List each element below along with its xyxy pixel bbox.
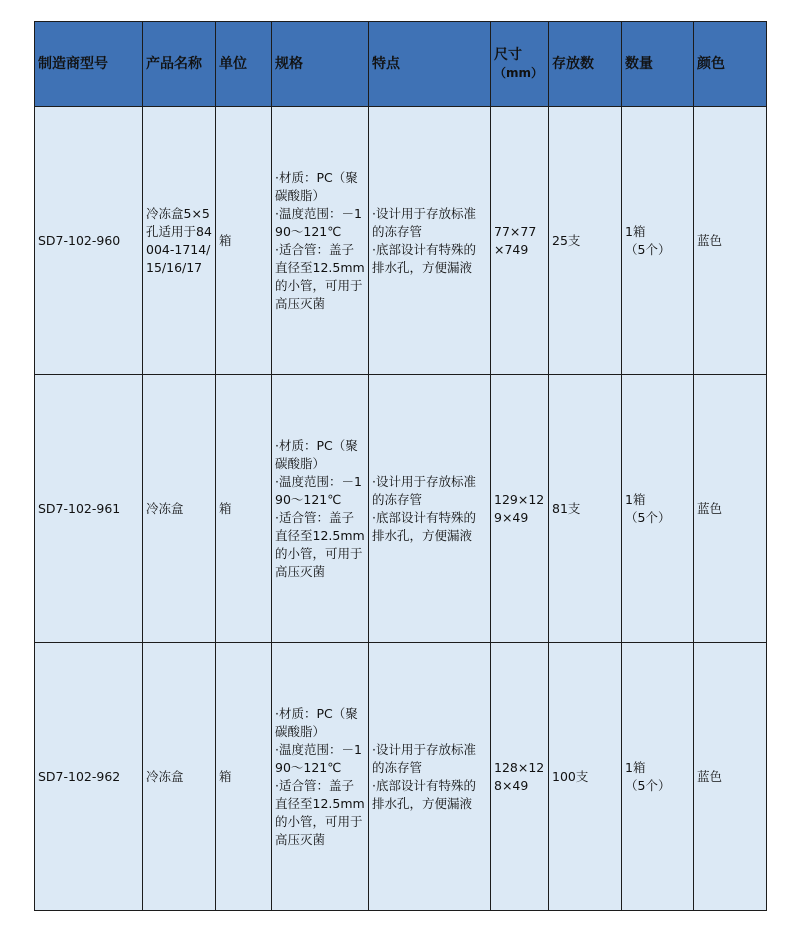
header-unit: 单位 (216, 22, 272, 107)
header-row (35, 22, 767, 107)
header-name: 产品名称 (143, 22, 216, 107)
cell-color: 蓝色 (694, 375, 767, 643)
header-size-unit: （mm） (494, 66, 544, 80)
qty-pieces: （5个） (625, 241, 671, 257)
cell-color: 蓝色 (694, 107, 767, 375)
cell-feature (369, 643, 491, 911)
header-color: 颜色 (694, 22, 767, 107)
cell-qty (622, 107, 694, 375)
spec-material: ·材质：PC（聚碳酸脂） (275, 169, 358, 203)
header-spec: 规格 (272, 22, 369, 107)
cell-unit: 箱 (216, 107, 272, 375)
cell-name: 冷冻盒5×5孔适用于84004-1714/15/16/17 (143, 107, 216, 375)
header-capacity: 存放数 (549, 22, 622, 107)
table-row (35, 375, 767, 643)
feature-design: ·设计用于存放标准的冻存管 (372, 741, 476, 775)
qty-boxes: 1箱 (625, 223, 646, 239)
cell-color: 蓝色 (694, 643, 767, 911)
table-row (35, 643, 767, 911)
qty-pieces: （5个） (625, 777, 671, 793)
cell-qty (622, 643, 694, 911)
feature-drain: ·底部设计有特殊的排水孔，方便漏液 (372, 241, 476, 275)
header-model: 制造商型号 (35, 22, 143, 107)
cell-unit: 箱 (216, 375, 272, 643)
header-qty: 数量 (622, 22, 694, 107)
spec-temperature: ·温度范围：－190～121℃ (275, 473, 362, 507)
cell-model: SD7-102-962 (35, 643, 143, 911)
feature-drain: ·底部设计有特殊的排水孔，方便漏液 (372, 509, 476, 543)
cell-model: SD7-102-961 (35, 375, 143, 643)
cell-unit: 箱 (216, 643, 272, 911)
spec-fit-tube: ·适合管：盖子直径至12.5mm的小管，可用于高压灭菌 (275, 509, 365, 579)
feature-drain: ·底部设计有特殊的排水孔，方便漏液 (372, 777, 476, 811)
cell-feature (369, 107, 491, 375)
cell-capacity: 100支 (549, 643, 622, 911)
cell-model: SD7-102-960 (35, 107, 143, 375)
header-size (491, 22, 549, 107)
feature-design: ·设计用于存放标准的冻存管 (372, 205, 476, 239)
qty-boxes: 1箱 (625, 759, 646, 775)
header-feature: 特点 (369, 22, 491, 107)
spec-fit-tube: ·适合管：盖子直径至12.5mm的小管，可用于高压灭菌 (275, 777, 365, 847)
spec-material: ·材质：PC（聚碳酸脂） (275, 437, 358, 471)
cell-qty (622, 375, 694, 643)
cell-name: 冷冻盒 (143, 643, 216, 911)
cell-capacity: 81支 (549, 375, 622, 643)
product-spec-table (34, 21, 767, 911)
cell-spec (272, 643, 369, 911)
cell-feature (369, 375, 491, 643)
qty-pieces: （5个） (625, 509, 671, 525)
spec-temperature: ·温度范围：－190～121℃ (275, 205, 362, 239)
header-size-label: 尺寸 (494, 47, 522, 63)
cell-spec (272, 107, 369, 375)
feature-design: ·设计用于存放标准的冻存管 (372, 473, 476, 507)
cell-name: 冷冻盒 (143, 375, 216, 643)
cell-spec (272, 375, 369, 643)
qty-boxes: 1箱 (625, 491, 646, 507)
spec-material: ·材质：PC（聚碳酸脂） (275, 705, 358, 739)
cell-size: 77×77×749 (491, 107, 549, 375)
spec-fit-tube: ·适合管：盖子直径至12.5mm的小管，可用于高压灭菌 (275, 241, 365, 311)
cell-size: 128×128×49 (491, 643, 549, 911)
spec-temperature: ·温度范围：－190～121℃ (275, 741, 362, 775)
table-row (35, 107, 767, 375)
cell-size: 129×129×49 (491, 375, 549, 643)
cell-capacity: 25支 (549, 107, 622, 375)
